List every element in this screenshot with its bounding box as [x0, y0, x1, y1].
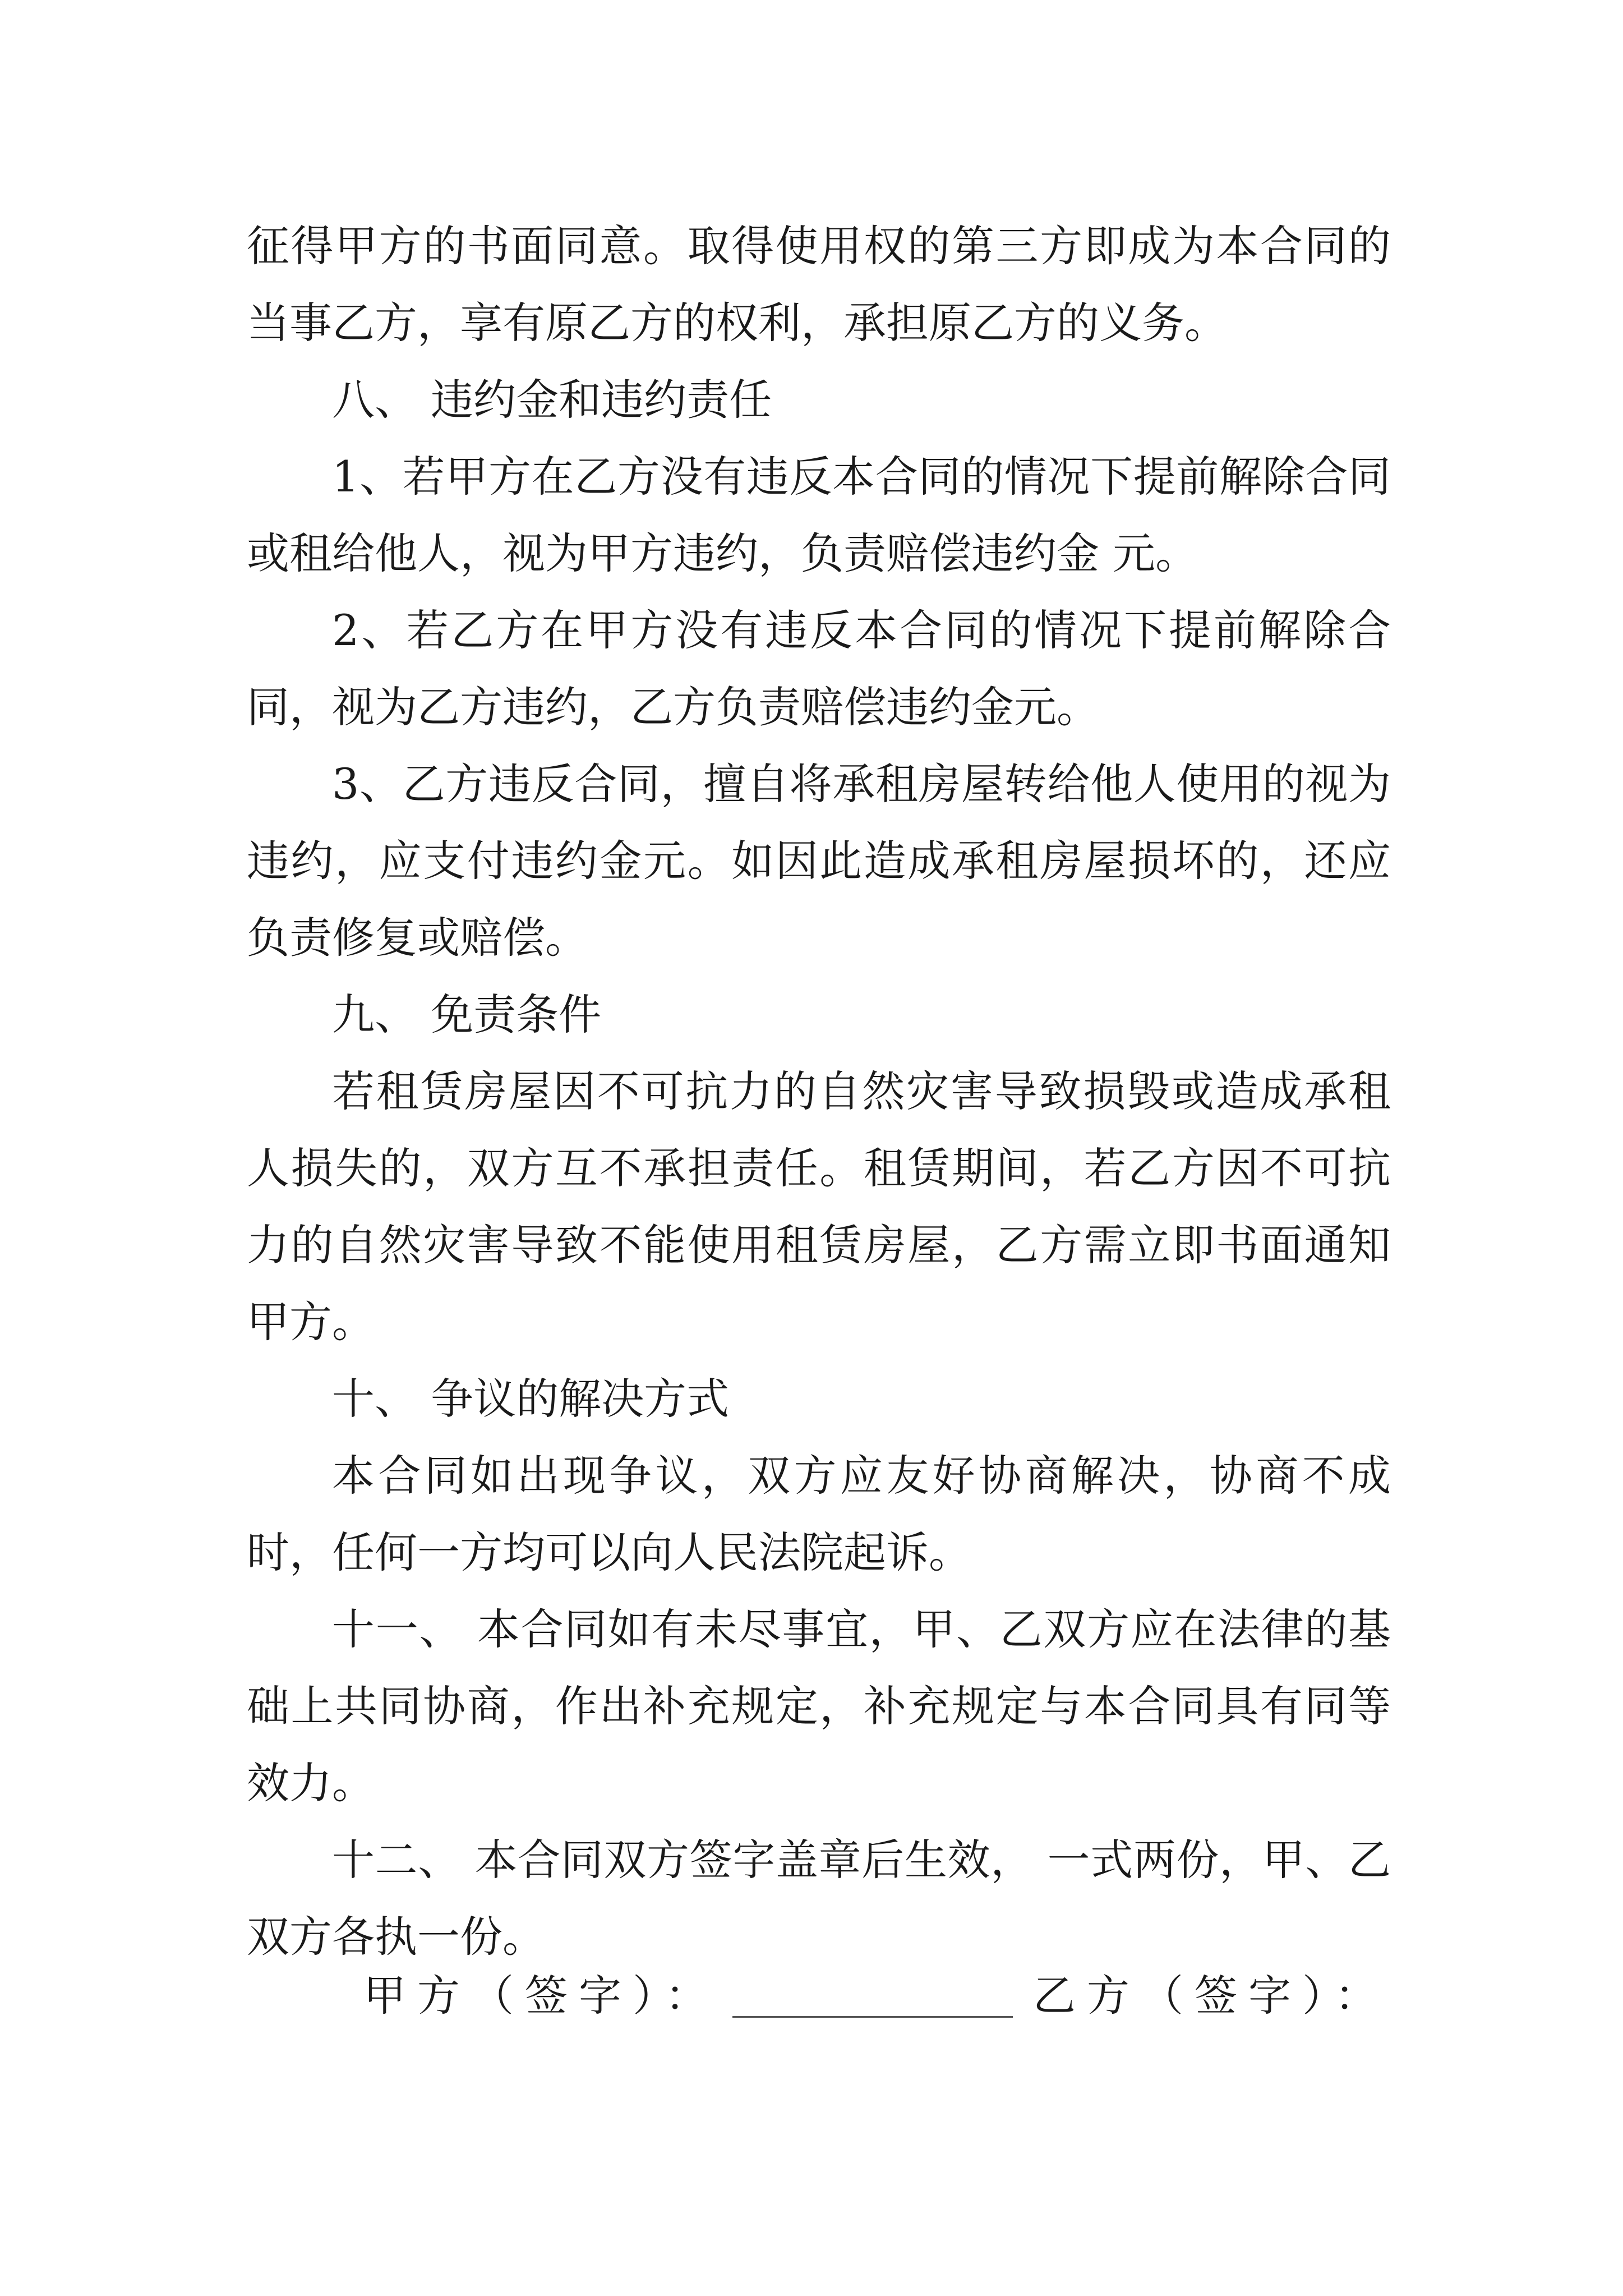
clause-8-1: 1、若甲方在乙方没有违反本合同的情况下提前解除合同或租给他人，视为甲方违约，负责赔偿违约金 元。 — [247, 452, 1391, 578]
contract-body — [247, 208, 1391, 1975]
signature-blank-line — [732, 2016, 1013, 2018]
clause-10-body: 本合同如出现争议，双方应友好协商解决，协商不成时，任何一方均可以向人民法院起诉。 — [247, 1451, 1391, 1577]
clause-8-2: 2、若乙方在甲方没有违反本合同的情况下提前解除合同，视为乙方违约，乙方负责赔偿违约金元。 — [247, 605, 1391, 732]
signature-row — [0, 1962, 1623, 2030]
section-heading-8: 八、 违约金和违约责任 — [332, 375, 772, 425]
party-a-signature-label: 甲方（签字）： — [363, 1971, 719, 2021]
section-heading-10: 十、 争议的解决方式 — [332, 1374, 730, 1424]
clause-12: 十二、 本合同双方签字盖章后生效， 一式两份，甲、乙双方各执一份。 — [247, 1835, 1391, 1962]
clause-8-3: 3、乙方违反合同，擅自将承租房屋转给他人使用的视为违约，应支付违约金元。如因此造成承租房屋损坏的，还应负责修复或赔偿。 — [247, 759, 1391, 963]
party-b-signature-label: 乙方（签字）： — [1033, 1971, 1389, 2021]
paragraph-continuation: 征得甲方的书面同意。取得使用权的第三方即成为本合同的当事乙方，享有原乙方的权利，承担原乙方的义务。 — [247, 221, 1391, 348]
clause-9-body: 若租赁房屋因不可抗力的自然灾害导致损毁或造成承租人损失的，双方互不承担责任。租赁期间，若乙方因不可抗力的自然灾害导致不能使用租赁房屋，乙方需立即书面通知甲方。 — [247, 1066, 1391, 1347]
section-heading-9: 九、 免责条件 — [332, 990, 602, 1039]
clause-11: 十一、 本合同如有未尽事宜，甲、乙双方应在法律的基础上共同协商，作出补充规定，补充规定与本合同具有同等效力。 — [247, 1604, 1391, 1808]
